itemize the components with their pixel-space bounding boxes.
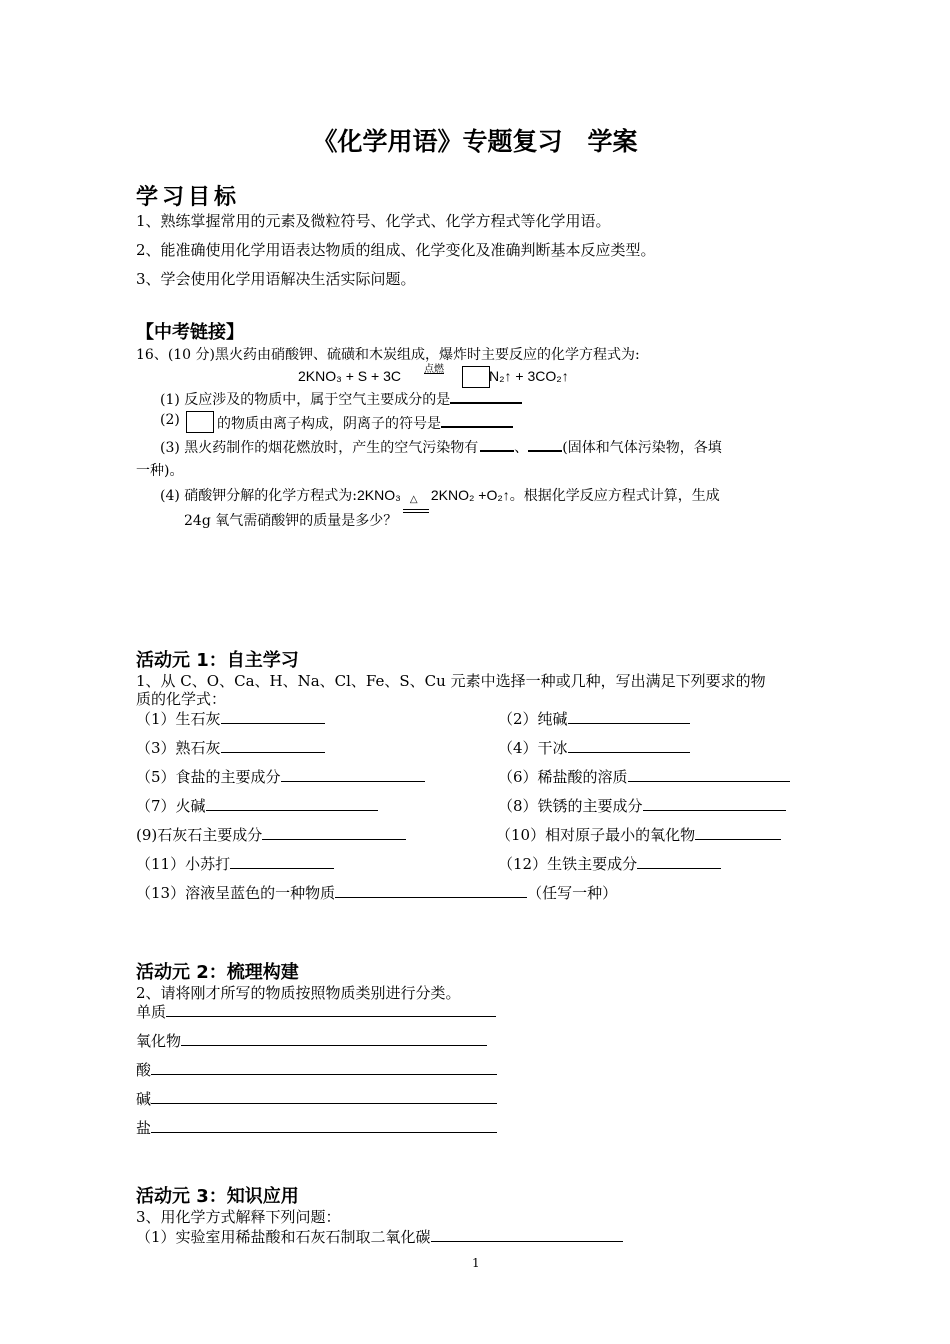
question-3-continued: 一种)。 bbox=[136, 463, 184, 479]
question-4-text: (4) 硝酸钾分解的化学方程式为: bbox=[160, 488, 357, 504]
equation-condition: 点燃 bbox=[424, 364, 444, 375]
activity-1-intro-1: 1、从 C、O、Ca、H、Na、Cl、Fe、S、Cu 元素中选择一种或几种，写出满足下列要求的物 bbox=[136, 672, 766, 690]
answer-blank-q2[interactable] bbox=[441, 412, 513, 428]
category-elements bbox=[136, 1001, 496, 1022]
category-bases-blank[interactable] bbox=[151, 1089, 497, 1104]
answer-blank-5[interactable] bbox=[281, 767, 425, 782]
category-oxides bbox=[136, 1030, 487, 1051]
question-2-body bbox=[217, 412, 513, 433]
category-elements-label: 单质 bbox=[136, 1003, 167, 1021]
item-1 bbox=[136, 708, 325, 729]
item-12 bbox=[498, 853, 721, 874]
item-11 bbox=[136, 853, 334, 874]
item-3-label: （3）熟石灰 bbox=[136, 739, 221, 757]
item-10-label: （10）相对原子最小的氧化物 bbox=[496, 826, 696, 844]
category-salts-blank[interactable] bbox=[151, 1118, 497, 1133]
category-salts bbox=[136, 1117, 497, 1138]
item-1-label: （1）生石灰 bbox=[136, 710, 221, 728]
answer-blank-11[interactable] bbox=[230, 854, 334, 869]
answer-blank-4[interactable] bbox=[568, 738, 690, 753]
category-acids bbox=[136, 1059, 497, 1080]
activity-1-intro-2: 质的化学式： bbox=[136, 690, 227, 708]
item-13-tail: （任写一种） bbox=[527, 884, 618, 902]
goal-item-1: 1、熟练掌握常用的元素及微粒符号、化学式、化学方程式等化学用语。 bbox=[136, 212, 611, 230]
answer-blank-10[interactable] bbox=[695, 825, 781, 840]
question-4-eq-left: 2KNO₃ bbox=[357, 487, 401, 503]
question-2-blank-box[interactable] bbox=[186, 411, 214, 433]
answer-blank-3[interactable] bbox=[221, 738, 325, 753]
activity-2-heading: 活动元 2：梳理构建 bbox=[136, 962, 299, 983]
item-2-label: （2）纯碱 bbox=[498, 710, 568, 728]
equation-left: 2KNO₃ + S + 3C bbox=[298, 368, 401, 384]
equation-right: N₂↑ + 3CO₂↑ bbox=[489, 368, 569, 384]
equation-blank-box[interactable] bbox=[462, 366, 490, 388]
answer-blank-6[interactable] bbox=[628, 767, 790, 782]
question-3-text: (3) 黑火药制作的烟花燃放时，产生的空气污染物有 bbox=[160, 440, 479, 456]
item-10 bbox=[496, 824, 781, 845]
question-3 bbox=[160, 436, 722, 457]
activity-3-item-1-blank[interactable] bbox=[431, 1227, 623, 1242]
answer-blank-8[interactable] bbox=[643, 796, 786, 811]
goals-heading: 学习目标 bbox=[136, 185, 241, 210]
activity-3-intro: 3、用化学方式解释下列问题： bbox=[136, 1208, 341, 1226]
activity-1-heading: 活动元 1：自主学习 bbox=[136, 650, 299, 671]
item-3 bbox=[136, 737, 325, 758]
question-2-text: 的物质由离子构成，阴离子的符号是 bbox=[217, 416, 441, 432]
question-2 bbox=[160, 412, 180, 428]
activity-2-intro: 2、请将刚才所写的物质按照物质类别进行分类。 bbox=[136, 984, 461, 1002]
answer-blank-2[interactable] bbox=[568, 709, 690, 724]
activity-3-item-1 bbox=[136, 1226, 623, 1247]
item-12-label: （12）生铁主要成分 bbox=[498, 855, 638, 873]
page-title: 《化学用语》专题复习 学案 bbox=[312, 127, 638, 156]
answer-blank-7[interactable] bbox=[206, 796, 378, 811]
page-number: 1 bbox=[472, 1256, 480, 1270]
item-13-label: （13）溶液呈蓝色的一种物质 bbox=[136, 884, 336, 902]
item-5 bbox=[136, 766, 425, 787]
answer-blank-q3b[interactable] bbox=[528, 436, 562, 452]
item-6 bbox=[498, 766, 790, 787]
exam-intro: 16、(10 分)黑火药由硝酸钾、硫磺和木炭组成，爆炸时主要反应的化学方程式为: bbox=[136, 347, 640, 363]
category-salts-label: 盐 bbox=[136, 1119, 152, 1137]
answer-blank-12[interactable] bbox=[637, 854, 721, 869]
question-4-line-2: 24g 氧气需硝酸钾的质量是多少？ bbox=[184, 513, 398, 529]
question-4-eq-right: 2KNO₂ +O₂↑ bbox=[430, 487, 510, 503]
answer-blank-13[interactable] bbox=[335, 883, 527, 898]
item-9-label: (9)石灰石主要成分 bbox=[136, 826, 263, 844]
category-oxides-label: 氧化物 bbox=[136, 1032, 182, 1050]
question-3-tail: (固体和气体污染物，各填 bbox=[562, 440, 722, 456]
item-4-label: （4）干冰 bbox=[498, 739, 568, 757]
item-13 bbox=[136, 882, 617, 903]
activity-3-item-1-label: （1）实验室用稀盐酸和石灰石制取二氧化碳 bbox=[136, 1228, 431, 1246]
item-7-label: （7）火碱 bbox=[136, 797, 206, 815]
question-4-text-cont: 。根据化学反应方程式计算，生成 bbox=[509, 488, 720, 504]
category-bases-label: 碱 bbox=[136, 1090, 152, 1108]
item-4 bbox=[498, 737, 690, 758]
item-8-label: （8）铁锈的主要成分 bbox=[498, 797, 643, 815]
question-1-text: (1) 反应涉及的物质中，属于空气主要成分的是 bbox=[160, 392, 451, 408]
answer-blank-9[interactable] bbox=[262, 825, 406, 840]
item-2 bbox=[498, 708, 690, 729]
answer-blank-q3a[interactable] bbox=[480, 436, 514, 452]
item-9 bbox=[136, 824, 406, 845]
category-acids-label: 酸 bbox=[136, 1061, 152, 1079]
item-5-label: （5）食盐的主要成分 bbox=[136, 768, 281, 786]
activity-3-heading: 活动元 3：知识应用 bbox=[136, 1186, 299, 1207]
category-elements-blank[interactable] bbox=[166, 1002, 496, 1017]
item-6-label: （6）稀盐酸的溶质 bbox=[498, 768, 628, 786]
question-4 bbox=[160, 485, 720, 505]
goal-item-3: 3、学会使用化学用语解决生活实际问题。 bbox=[136, 270, 416, 288]
question-1 bbox=[160, 388, 522, 409]
category-bases bbox=[136, 1088, 497, 1109]
goal-item-2: 2、能准确使用化学用语表达物质的组成、化学变化及准确判断基本反应类型。 bbox=[136, 241, 656, 259]
answer-blank-1[interactable] bbox=[221, 709, 325, 724]
question-3-separator: 、 bbox=[514, 440, 529, 456]
category-oxides-blank[interactable] bbox=[181, 1031, 487, 1046]
question-4-condition: △ bbox=[409, 494, 418, 505]
item-7 bbox=[136, 795, 378, 816]
item-8 bbox=[498, 795, 786, 816]
question-2-number: (2) bbox=[160, 412, 180, 428]
category-acids-blank[interactable] bbox=[151, 1060, 497, 1075]
answer-blank-q1[interactable] bbox=[450, 388, 522, 404]
item-11-label: （11）小苏打 bbox=[136, 855, 231, 873]
exam-heading: 【中考链接】 bbox=[136, 322, 244, 343]
